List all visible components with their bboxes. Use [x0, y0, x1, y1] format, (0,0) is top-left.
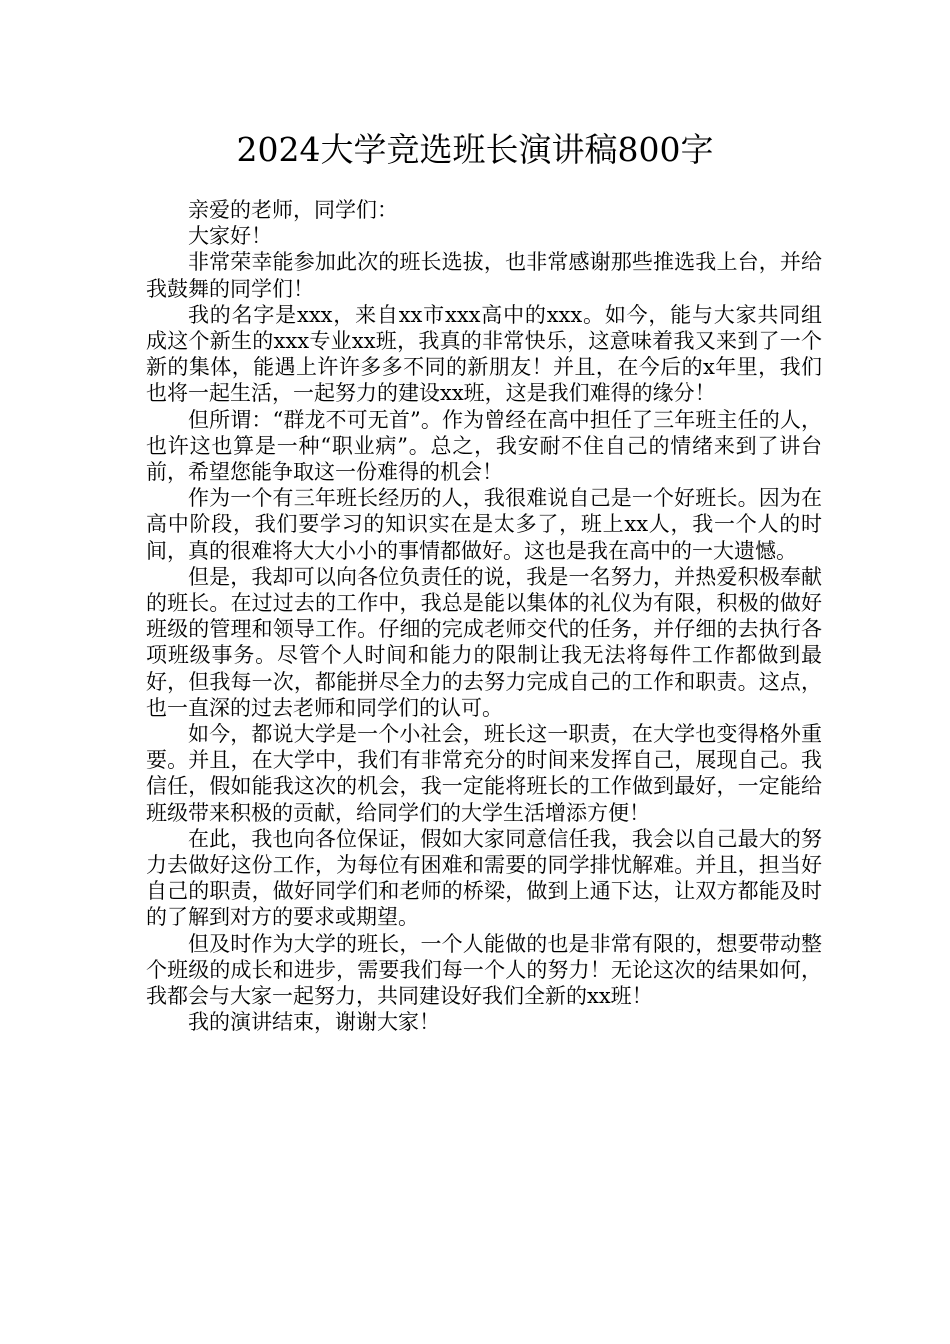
paragraph: 但及时作为大学的班长，一个人能做的也是非常有限的，想要带动整个班级的成长和进步，需要我们每一个人的努力！无论这次的结果如何，我都会与大家一起努力，共同建设好我们全新的xx班！: [146, 931, 822, 1009]
document-body: [146, 197, 822, 1036]
paragraph: 我的名字是xxx，来自xx市xxx高中的xxx。如今，能与大家共同组成这个新生的xxx专业xx班，我真的非常快乐，这意味着我又来到了一个新的集体，能遇上许许多多不同的新朋友！并且，在今后的x年里，我们也将一起生活，一起努力的建设xx班，这是我们难得的缘分！: [146, 302, 822, 406]
paragraph: 亲爱的老师，同学们：: [188, 198, 398, 222]
paragraph: 非常荣幸能参加此次的班长选拔，也非常感谢那些推选我上台，并给我鼓舞的同学们！: [146, 250, 822, 301]
paragraph: 我的演讲结束，谢谢大家！: [188, 1010, 440, 1035]
paragraph: 大家好！: [188, 224, 272, 249]
paragraph: 在此，我也向各位保证，假如大家同意信任我，我会以自己最大的努力去做好这份工作，为每位有困难和需要的同学排忧解难。并且，担当好自己的职责，做好同学们和老师的桥梁，做到上通下达，让双方都能及时的了解到对方的要求或期望。: [146, 826, 822, 930]
paragraph: 如今，都说大学是一个小社会，班长这一职责，在大学也变得格外重要。并且，在大学中，我们有非常充分的时间来发挥自己，展现自己。我信任，假如能我这次的机会，我一定能将班长的工作做到最好，一定能给班级带来积极的贡献，给同学们的大学生活增添方便！: [146, 722, 822, 825]
document-title: 2024大学竞选班长演讲稿800字: [236, 130, 714, 169]
paragraph: 但所谓：“群龙不可无首”。作为曾经在高中担任了三年班主任的人，也许这也算是一种“职业病”。总之，我安耐不住自己的情绪来到了讲台前，希望您能争取这一份难得的机会！: [146, 407, 822, 485]
paragraph: 但是，我却可以向各位负责任的说，我是一名努力，并热爱积极奉献的班长。在过过去的工作中，我总是能以集体的礼仪为有限，积极的做好班级的管理和领导工作。仔细的完成老师交代的任务，并仔细的去执行各项班级事务。尽管个人时间和能力的限制让我无法将每件工作都做到最好，但我每一次，都能拼尽全力的去努力完成自己的工作和职责。这点，也一直深的过去老师和同学们的认可。: [146, 564, 822, 720]
paragraph: 作为一个有三年班长经历的人，我很难说自己是一个好班长。因为在高中阶段，我们要学习的知识实在是太多了，班上xx人，我一个人的时间，真的很难将大大小小的事情都做好。这也是我在高中的一大遗憾。: [146, 486, 822, 563]
